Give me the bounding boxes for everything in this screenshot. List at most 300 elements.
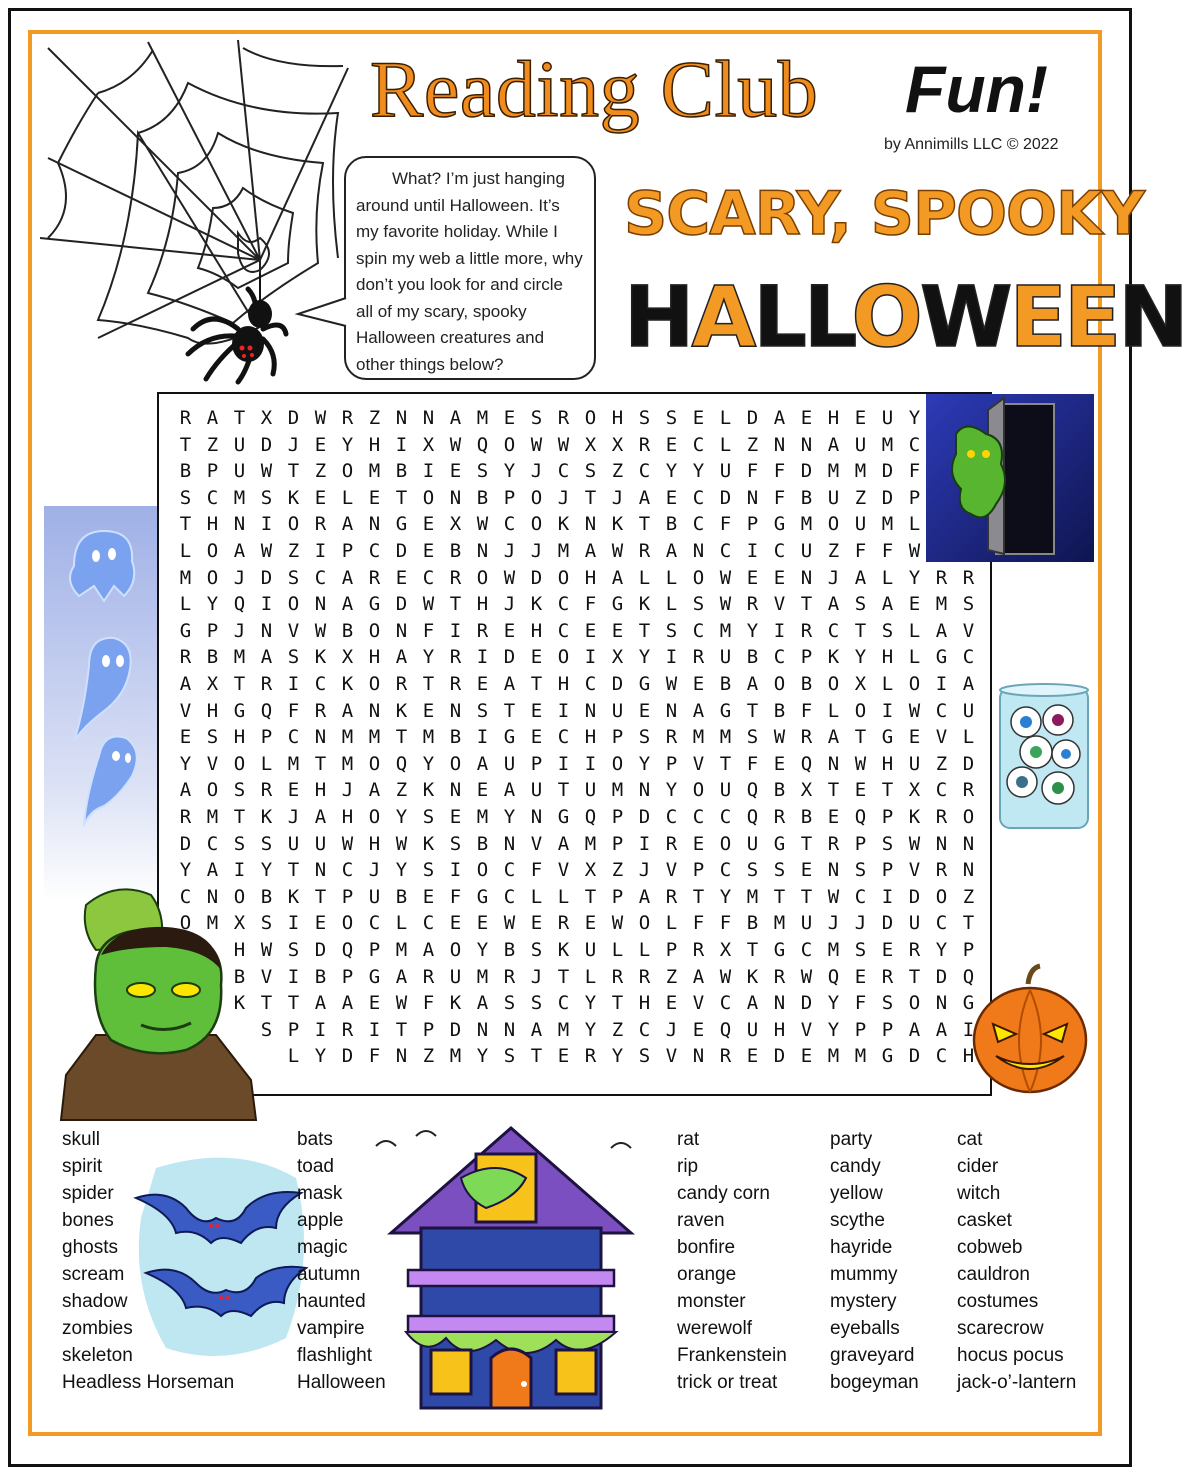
grid-letter: A — [179, 779, 192, 802]
grid-letter: O — [206, 566, 219, 589]
grid-letter: H — [233, 726, 246, 749]
grid-letter: P — [881, 806, 894, 828]
grid-letter: G — [881, 726, 894, 749]
word-list-item: cauldron — [957, 1264, 1030, 1285]
grid-letter: A — [341, 992, 354, 1015]
grid-letter: Q — [827, 965, 840, 988]
grid-letter: D — [881, 486, 894, 509]
grid-letter: R — [908, 939, 921, 961]
headline-halloween-part: A — [691, 268, 754, 366]
grid-letter: E — [449, 806, 462, 828]
grid-letter: E — [422, 513, 435, 536]
grid-letter: D — [611, 673, 624, 695]
grid-letter: Z — [314, 460, 327, 483]
grid-letter: H — [773, 1018, 786, 1041]
word-list-item: magic — [297, 1237, 348, 1258]
word-list-item: Headless Horseman — [62, 1372, 235, 1393]
grid-letter: O — [368, 673, 381, 695]
grid-letter: L — [584, 965, 597, 988]
speech-bubble-text: What? I’m just hanging around until Halloween. It’s my favorite holiday. While I spin my web a little more, why don’t you look for and circle all of my scary, spooky Halloween creatures and other things below? — [356, 169, 583, 374]
headline-halloween-part: W — [919, 268, 1010, 366]
grid-letter: T — [287, 460, 300, 483]
grid-letter: A — [314, 992, 327, 1015]
grid-letter: R — [557, 407, 570, 429]
grid-letter: Q — [746, 806, 759, 828]
grid-letter: G — [368, 965, 381, 988]
grid-row — [172, 513, 928, 540]
word-list-item: yellow — [830, 1183, 883, 1204]
grid-row — [172, 434, 928, 461]
grid-letter: T — [800, 885, 813, 908]
grid-letter: C — [368, 912, 381, 935]
grid-letter: W — [314, 619, 327, 642]
grid-letter: Q — [395, 752, 408, 775]
grid-letter: S — [638, 726, 651, 749]
grid-letter: N — [962, 832, 975, 855]
grid-letter: E — [692, 673, 705, 695]
grid-letter: O — [179, 912, 192, 935]
grid-letter: N — [368, 699, 381, 722]
grid-letter: L — [638, 939, 651, 961]
word-list-item: candy — [830, 1156, 881, 1177]
grid-letter: G — [476, 885, 489, 908]
grid-letter: A — [179, 673, 192, 695]
grid-letter: L — [908, 619, 921, 642]
grid-letter: N — [692, 1045, 705, 1068]
grid-letter: T — [395, 726, 408, 749]
grid-letter: D — [800, 460, 813, 483]
grid-letter: O — [530, 486, 543, 509]
grid-letter: J — [611, 486, 624, 509]
grid-letter: N — [773, 992, 786, 1015]
grid-letter: C — [557, 460, 570, 483]
grid-letter: D — [881, 460, 894, 483]
grid-letter: M — [827, 1045, 840, 1068]
grid-letter: V — [935, 726, 948, 749]
grid-letter: B — [800, 486, 813, 509]
grid-letter: I — [314, 540, 327, 562]
grid-letter: F — [854, 540, 867, 562]
grid-letter: C — [206, 832, 219, 855]
grid-letter: G — [719, 699, 732, 722]
grid-letter: D — [746, 407, 759, 429]
grid-letter: W — [827, 885, 840, 908]
grid-letter: P — [287, 1018, 300, 1041]
grid-letter: I — [395, 433, 408, 456]
grid-letter: F — [746, 752, 759, 775]
grid-letter: E — [800, 859, 813, 882]
grid-letter: H — [611, 407, 624, 429]
grid-letter: M — [854, 1045, 867, 1068]
grid-letter: R — [179, 407, 192, 429]
grid-letter: C — [908, 433, 921, 456]
grid-letter: O — [449, 752, 462, 775]
grid-letter: I — [773, 619, 786, 642]
grid-letter: E — [854, 965, 867, 988]
grid-letter: A — [341, 699, 354, 722]
grid-letter: E — [422, 540, 435, 562]
grid-letter: Q — [341, 939, 354, 961]
grid-letter: N — [530, 806, 543, 828]
grid-letter: I — [935, 673, 948, 695]
page-title: Reading Club — [370, 46, 819, 134]
grid-letter: A — [827, 433, 840, 456]
word-list-column-4 — [830, 1126, 919, 1396]
grid-letter: K — [287, 486, 300, 509]
grid-letter: H — [638, 992, 651, 1015]
grid-letter: K — [449, 992, 462, 1015]
grid-letter: E — [476, 779, 489, 802]
grid-letter: L — [908, 513, 921, 536]
word-list-item: jack-o’-lantern — [957, 1372, 1077, 1393]
grid-letter: Y — [179, 752, 192, 775]
grid-letter: H — [881, 646, 894, 669]
word-list-item: skull — [62, 1129, 101, 1150]
byline: by Annimills LLC © 2022 — [884, 136, 1059, 153]
grid-letter: V — [206, 752, 219, 775]
grid-letter: C — [557, 992, 570, 1015]
grid-letter: C — [422, 566, 435, 589]
word-list-item: trick or treat — [677, 1372, 778, 1393]
grid-letter: L — [611, 939, 624, 961]
grid-letter: H — [584, 566, 597, 589]
grid-letter: N — [800, 433, 813, 456]
grid-letter: J — [665, 1018, 678, 1041]
grid-letter: P — [746, 513, 759, 536]
grid-letter: I — [881, 699, 894, 722]
grid-letter: C — [692, 486, 705, 509]
grid-letter: P — [341, 540, 354, 562]
grid-letter: O — [638, 912, 651, 935]
grid-letter: R — [719, 1045, 732, 1068]
word-list-item: scythe — [830, 1210, 885, 1231]
grid-letter: S — [692, 593, 705, 616]
grid-letter: P — [962, 939, 975, 961]
grid-letter: Q — [260, 699, 273, 722]
grid-letter: T — [800, 593, 813, 616]
grid-letter: M — [854, 460, 867, 483]
grid-letter: S — [287, 566, 300, 589]
grid-letter: L — [341, 486, 354, 509]
grid-letter: C — [692, 619, 705, 642]
grid-letter: G — [881, 1045, 894, 1068]
grid-letter: C — [773, 540, 786, 562]
grid-letter: G — [962, 992, 975, 1015]
grid-letter: O — [719, 832, 732, 855]
grid-letter: W — [908, 699, 921, 722]
grid-letter: M — [827, 939, 840, 961]
grid-letter: C — [827, 619, 840, 642]
grid-letter: H — [206, 513, 219, 536]
grid-letter: N — [206, 885, 219, 908]
grid-letter: B — [746, 912, 759, 935]
grid-letter: T — [314, 885, 327, 908]
grid-letter: C — [584, 673, 597, 695]
grid-letter: O — [368, 619, 381, 642]
grid-letter: Z — [611, 460, 624, 483]
grid-letter: R — [935, 806, 948, 828]
grid-letter: I — [368, 1018, 381, 1041]
grid-letter: Y — [395, 859, 408, 882]
grid-letter: E — [692, 1018, 705, 1041]
grid-letter: D — [395, 593, 408, 616]
grid-letter: W — [422, 593, 435, 616]
headline-halloween — [624, 268, 1186, 366]
grid-letter: P — [206, 460, 219, 483]
grid-letter: M — [692, 726, 705, 749]
grid-letter: D — [719, 486, 732, 509]
word-list-item: spider — [62, 1183, 114, 1204]
grid-letter: I — [746, 540, 759, 562]
grid-letter: N — [449, 779, 462, 802]
grid-letter: C — [719, 540, 732, 562]
grid-letter: T — [746, 939, 759, 961]
grid-letter: D — [773, 1045, 786, 1068]
grid-letter: C — [962, 646, 975, 669]
grid-letter: Z — [854, 486, 867, 509]
grid-letter: S — [746, 859, 759, 882]
grid-letter: P — [908, 486, 921, 509]
grid-letter: W — [260, 939, 273, 961]
grid-letter: R — [638, 433, 651, 456]
grid-letter: S — [854, 859, 867, 882]
grid-letter: S — [638, 1045, 651, 1068]
grid-letter: S — [881, 992, 894, 1015]
grid-letter: S — [962, 593, 975, 616]
grid-letter: R — [800, 726, 813, 749]
grid-letter: U — [611, 699, 624, 722]
grid-letter: E — [665, 992, 678, 1015]
grid-letter: C — [557, 619, 570, 642]
grid-letter: G — [233, 699, 246, 722]
grid-letter: C — [935, 912, 948, 935]
grid-letter: P — [611, 832, 624, 855]
grid-letter: O — [611, 752, 624, 775]
grid-letter: M — [476, 965, 489, 988]
grid-letter: C — [638, 1018, 651, 1041]
grid-letter: M — [341, 726, 354, 749]
word-list-item: raven — [677, 1210, 725, 1231]
grid-letter: N — [476, 540, 489, 562]
grid-row — [172, 620, 982, 647]
grid-letter: V — [962, 619, 975, 642]
grid-letter: W — [773, 726, 786, 749]
grid-letter: K — [422, 779, 435, 802]
grid-letter: R — [665, 832, 678, 855]
grid-letter: S — [665, 407, 678, 429]
word-list-column-2 — [297, 1126, 386, 1396]
grid-letter: M — [881, 513, 894, 536]
grid-letter: N — [449, 699, 462, 722]
word-list-item: hocus pocus — [957, 1345, 1064, 1366]
grid-letter: U — [449, 965, 462, 988]
grid-letter: E — [530, 912, 543, 935]
grid-letter: T — [584, 885, 597, 908]
word-list-item: monster — [677, 1291, 746, 1312]
grid-letter: K — [314, 646, 327, 669]
grid-letter: U — [719, 460, 732, 483]
grid-letter: T — [395, 486, 408, 509]
grid-letter: S — [854, 593, 867, 616]
grid-letter: W — [719, 965, 732, 988]
grid-letter: G — [557, 806, 570, 828]
grid-letter: A — [611, 566, 624, 589]
grid-letter: N — [665, 699, 678, 722]
grid-letter: Y — [827, 1018, 840, 1041]
grid-letter: F — [746, 460, 759, 483]
grid-letter: J — [827, 912, 840, 935]
grid-letter: U — [314, 832, 327, 855]
word-list-item: werewolf — [677, 1318, 752, 1339]
grid-letter: V — [665, 859, 678, 882]
word-list-item: cat — [957, 1129, 983, 1150]
grid-letter: E — [422, 699, 435, 722]
grid-letter: U — [719, 779, 732, 802]
grid-letter: L — [638, 566, 651, 589]
grid-row — [280, 1045, 982, 1072]
grid-letter: N — [314, 726, 327, 749]
grid-letter: R — [260, 673, 273, 695]
grid-row — [172, 487, 928, 514]
grid-letter: P — [665, 752, 678, 775]
grid-letter: R — [314, 513, 327, 536]
grid-letter: T — [260, 992, 273, 1015]
grid-letter: S — [233, 779, 246, 802]
grid-letter: Y — [395, 806, 408, 828]
grid-letter: M — [827, 460, 840, 483]
grid-letter: E — [854, 407, 867, 429]
grid-letter: P — [611, 726, 624, 749]
grid-letter: S — [476, 699, 489, 722]
grid-letter: G — [503, 726, 516, 749]
grid-letter: H — [368, 646, 381, 669]
grid-letter: K — [422, 832, 435, 855]
grid-letter: T — [692, 885, 705, 908]
grid-letter: T — [773, 885, 786, 908]
grid-letter: B — [206, 646, 219, 669]
grid-letter: A — [881, 593, 894, 616]
grid-letter: Y — [692, 460, 705, 483]
grid-letter: U — [287, 832, 300, 855]
grid-letter: Q — [854, 806, 867, 828]
grid-letter: B — [179, 460, 192, 483]
grid-letter: W — [503, 566, 516, 589]
grid-letter: W — [260, 460, 273, 483]
grid-letter: R — [773, 965, 786, 988]
grid-letter: K — [638, 593, 651, 616]
grid-letter: T — [233, 806, 246, 828]
grid-letter: S — [773, 859, 786, 882]
grid-letter: O — [368, 752, 381, 775]
grid-letter: G — [638, 673, 651, 695]
grid-letter: R — [935, 566, 948, 589]
grid-letter: H — [314, 779, 327, 802]
grid-letter: Z — [611, 1018, 624, 1041]
grid-letter: O — [368, 806, 381, 828]
grid-letter: T — [449, 593, 462, 616]
grid-letter: A — [638, 486, 651, 509]
grid-letter: Y — [611, 1045, 624, 1068]
grid-letter: K — [395, 699, 408, 722]
grid-letter: V — [557, 859, 570, 882]
grid-letter: S — [638, 407, 651, 429]
grid-letter: T — [179, 513, 192, 536]
grid-letter: C — [179, 885, 192, 908]
grid-letter: O — [233, 752, 246, 775]
grid-letter: H — [341, 806, 354, 828]
grid-letter: I — [881, 885, 894, 908]
grid-letter: U — [503, 752, 516, 775]
grid-letter: S — [260, 832, 273, 855]
grid-letter: C — [503, 513, 516, 536]
grid-letter: F — [773, 460, 786, 483]
grid-letter: E — [476, 912, 489, 935]
grid-letter: L — [881, 566, 894, 589]
grid-letter: T — [395, 1018, 408, 1041]
grid-letter: S — [476, 460, 489, 483]
grid-letter: G — [179, 619, 192, 642]
grid-letter: W — [719, 566, 732, 589]
grid-letter: M — [395, 939, 408, 961]
grid-letter: O — [584, 407, 597, 429]
grid-letter: Y — [503, 460, 516, 483]
grid-letter: Z — [395, 779, 408, 802]
grid-row — [172, 646, 982, 673]
word-list-item: mummy — [830, 1264, 898, 1285]
grid-row — [172, 912, 982, 939]
grid-letter: N — [476, 1018, 489, 1041]
grid-letter: E — [665, 486, 678, 509]
grid-row — [172, 779, 982, 806]
grid-letter: N — [503, 1018, 516, 1041]
grid-letter: A — [827, 726, 840, 749]
grid-letter: A — [341, 566, 354, 589]
grid-letter: E — [800, 407, 813, 429]
grid-letter: X — [611, 433, 624, 456]
grid-letter: E — [854, 779, 867, 802]
grid-letter: Y — [908, 566, 921, 589]
grid-letter: S — [260, 912, 273, 935]
grid-letter: C — [935, 699, 948, 722]
grid-letter: G — [368, 593, 381, 616]
grid-letter: T — [746, 699, 759, 722]
grid-letter: R — [503, 965, 516, 988]
grid-letter: P — [800, 646, 813, 669]
grid-row — [172, 833, 982, 860]
grid-letter: K — [557, 939, 570, 961]
word-list-item: scream — [62, 1264, 125, 1285]
grid-letter: D — [908, 1045, 921, 1068]
grid-letter: D — [530, 566, 543, 589]
grid-letter: U — [746, 832, 759, 855]
grid-letter: E — [881, 939, 894, 961]
grid-letter: R — [395, 673, 408, 695]
word-list-item: orange — [677, 1264, 737, 1285]
grid-letter: Y — [746, 619, 759, 642]
grid-letter: D — [800, 992, 813, 1015]
grid-letter: P — [368, 939, 381, 961]
grid-letter: M — [368, 460, 381, 483]
grid-letter: T — [827, 779, 840, 802]
grid-letter: T — [800, 832, 813, 855]
grid-letter: I — [584, 646, 597, 669]
grid-letter: O — [827, 513, 840, 536]
grid-row — [172, 700, 982, 727]
grid-letter: R — [341, 1018, 354, 1041]
grid-letter: U — [827, 486, 840, 509]
grid-letter: T — [179, 433, 192, 456]
word-list-item: flashlight — [297, 1345, 372, 1366]
